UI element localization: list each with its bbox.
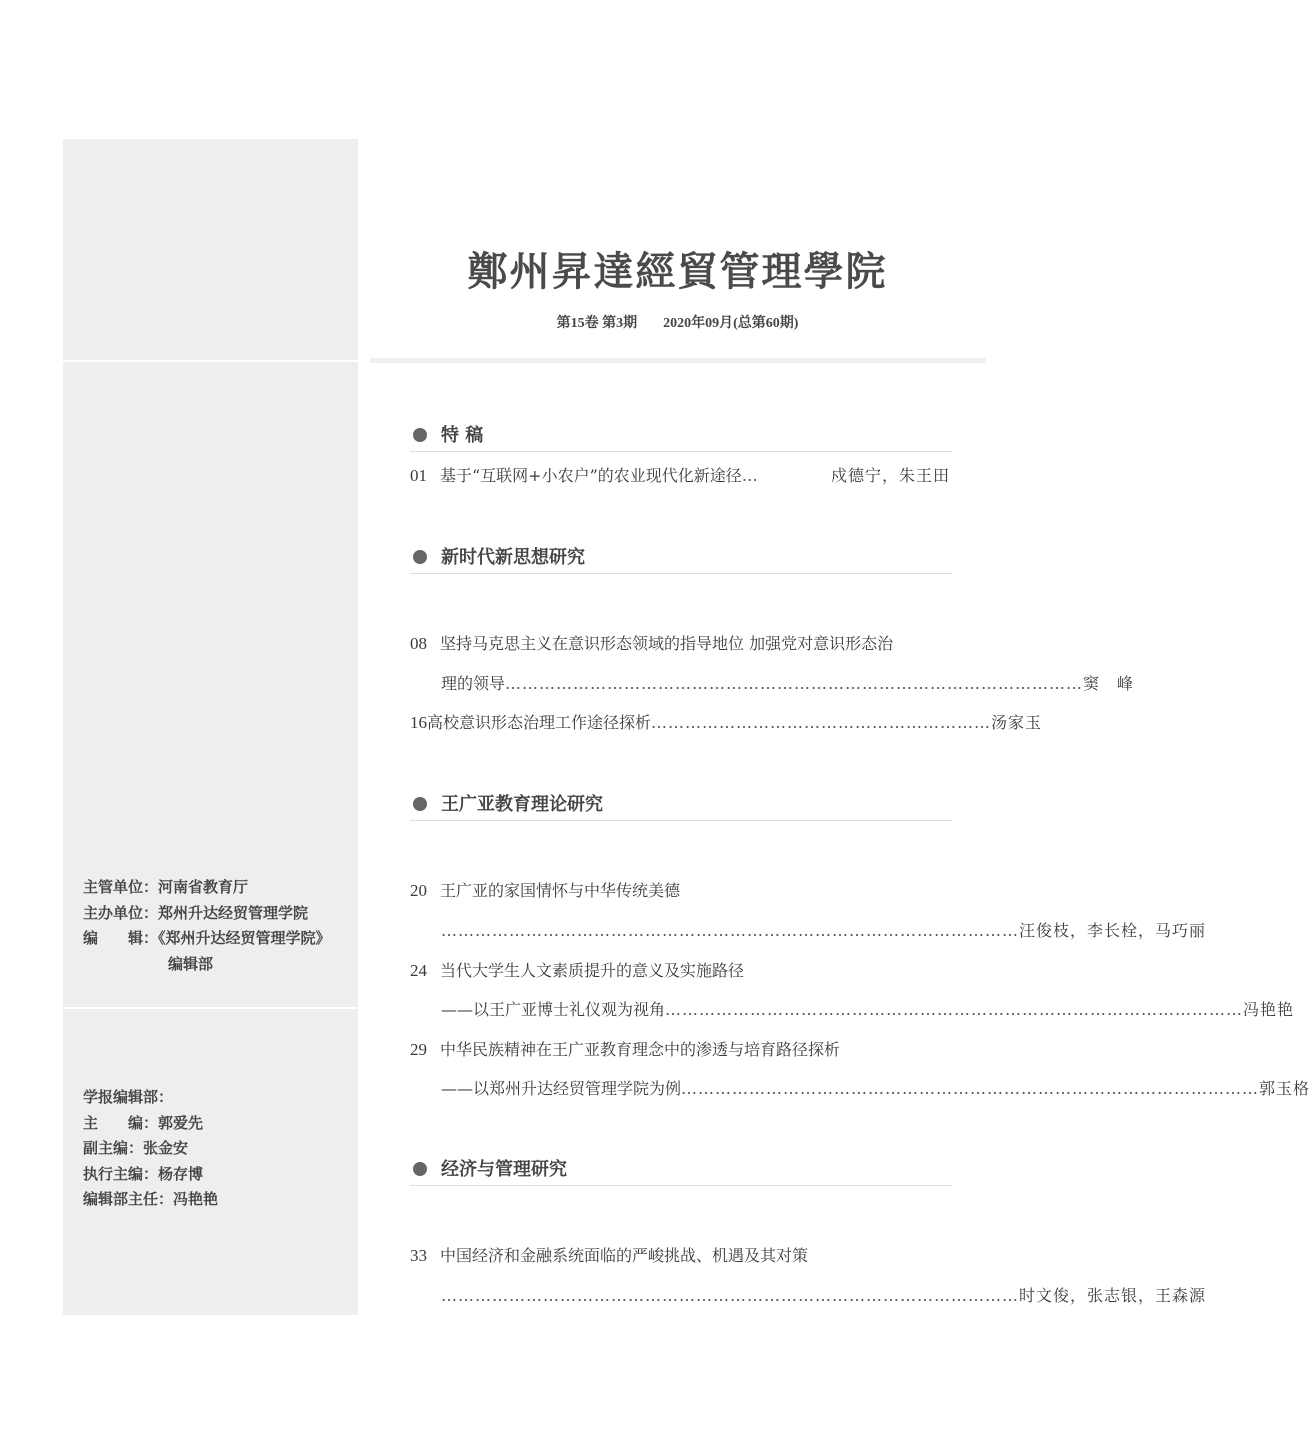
sponsor-info — [83, 875, 331, 977]
bullet-icon — [413, 550, 427, 564]
editorial-board — [83, 1085, 218, 1213]
sidebar-panel-top — [63, 139, 358, 360]
board-title: 学报编辑部： — [83, 1088, 174, 1106]
sponsor-row-cont: 编辑部 — [168, 954, 214, 973]
toc-entry[interactable]: 16 高校意识形态治理工作途径探析 …………………………………………………… 汤家玉 — [410, 713, 1043, 732]
sponsor-row: 编 辑：《郑州升达经贸管理学院》 — [83, 929, 331, 947]
bullet-icon — [413, 1162, 427, 1176]
journal-masthead: 鄭州昇達經貿管理學院 — [467, 248, 888, 295]
section-heading: 王广亚教育理论研究 — [410, 787, 952, 821]
board-row: 主 编：郭爱先 — [83, 1113, 204, 1132]
toc-entry-cont[interactable]: 理的领导 ………………………………………………………………………………………… 窦 峰 — [441, 674, 1135, 693]
bullet-icon — [413, 797, 427, 811]
header-divider — [370, 358, 986, 363]
toc-entry-cont[interactable]: ………………………………………………………………………………………… 时文俊，张志银，王森源 — [441, 1286, 1207, 1305]
section-heading: 新时代新思想研究 — [410, 540, 952, 574]
toc-entry-cont[interactable]: ——以郑州升达经贸管理学院为例 ………………………………………………………………………………………… 郭玉格 — [441, 1079, 1310, 1098]
toc-entry[interactable]: 01 基于“互联网+小农户”的农业现代化新途径 … 戍德宁，朱王田 — [410, 466, 950, 485]
board-row: 执行主编：杨存博 — [83, 1164, 204, 1183]
issue-info — [370, 312, 985, 332]
toc-entry-cont[interactable]: ——以王广亚博士礼仪观为视角 ………………………………………………………………………………………… 冯艳艳 — [441, 1000, 1295, 1019]
toc-entry[interactable]: 24 当代大学生人文素质提升的意义及实施路径 — [410, 961, 745, 980]
bullet-icon — [413, 428, 427, 442]
sponsor-row: 主办单位：郑州升达经贸管理学院 — [83, 903, 309, 922]
sponsor-row: 主管单位：河南省教育厅 — [83, 878, 249, 896]
toc-entry[interactable]: 20 王广亚的家国情怀与中华传统美德 — [410, 881, 681, 900]
toc-entry[interactable]: 29 中华民族精神在王广亚教育理念中的渗透与培育路径探析 — [410, 1040, 841, 1059]
section-heading: 特 稿 — [410, 418, 952, 452]
toc-entry[interactable]: 08 坚持马克思主义在意识形态领域的指导地位 加强党对意识形态治 — [410, 634, 894, 653]
section-heading: 经济与管理研究 — [410, 1152, 952, 1186]
issue-date: 2020年09月(总第60期) — [663, 316, 799, 331]
issue-volume: 第15卷 第3期 — [556, 316, 638, 331]
board-row: 编辑部主任：冯艳艳 — [83, 1190, 219, 1208]
board-row: 副主编：张金安 — [83, 1139, 189, 1157]
toc-entry-cont[interactable]: ………………………………………………………………………………………… 汪俊枝，李长栓，马巧丽 — [441, 921, 1207, 940]
toc-entry[interactable]: 33 中国经济和金融系统面临的严峻挑战、机遇及其对策 — [410, 1246, 809, 1265]
